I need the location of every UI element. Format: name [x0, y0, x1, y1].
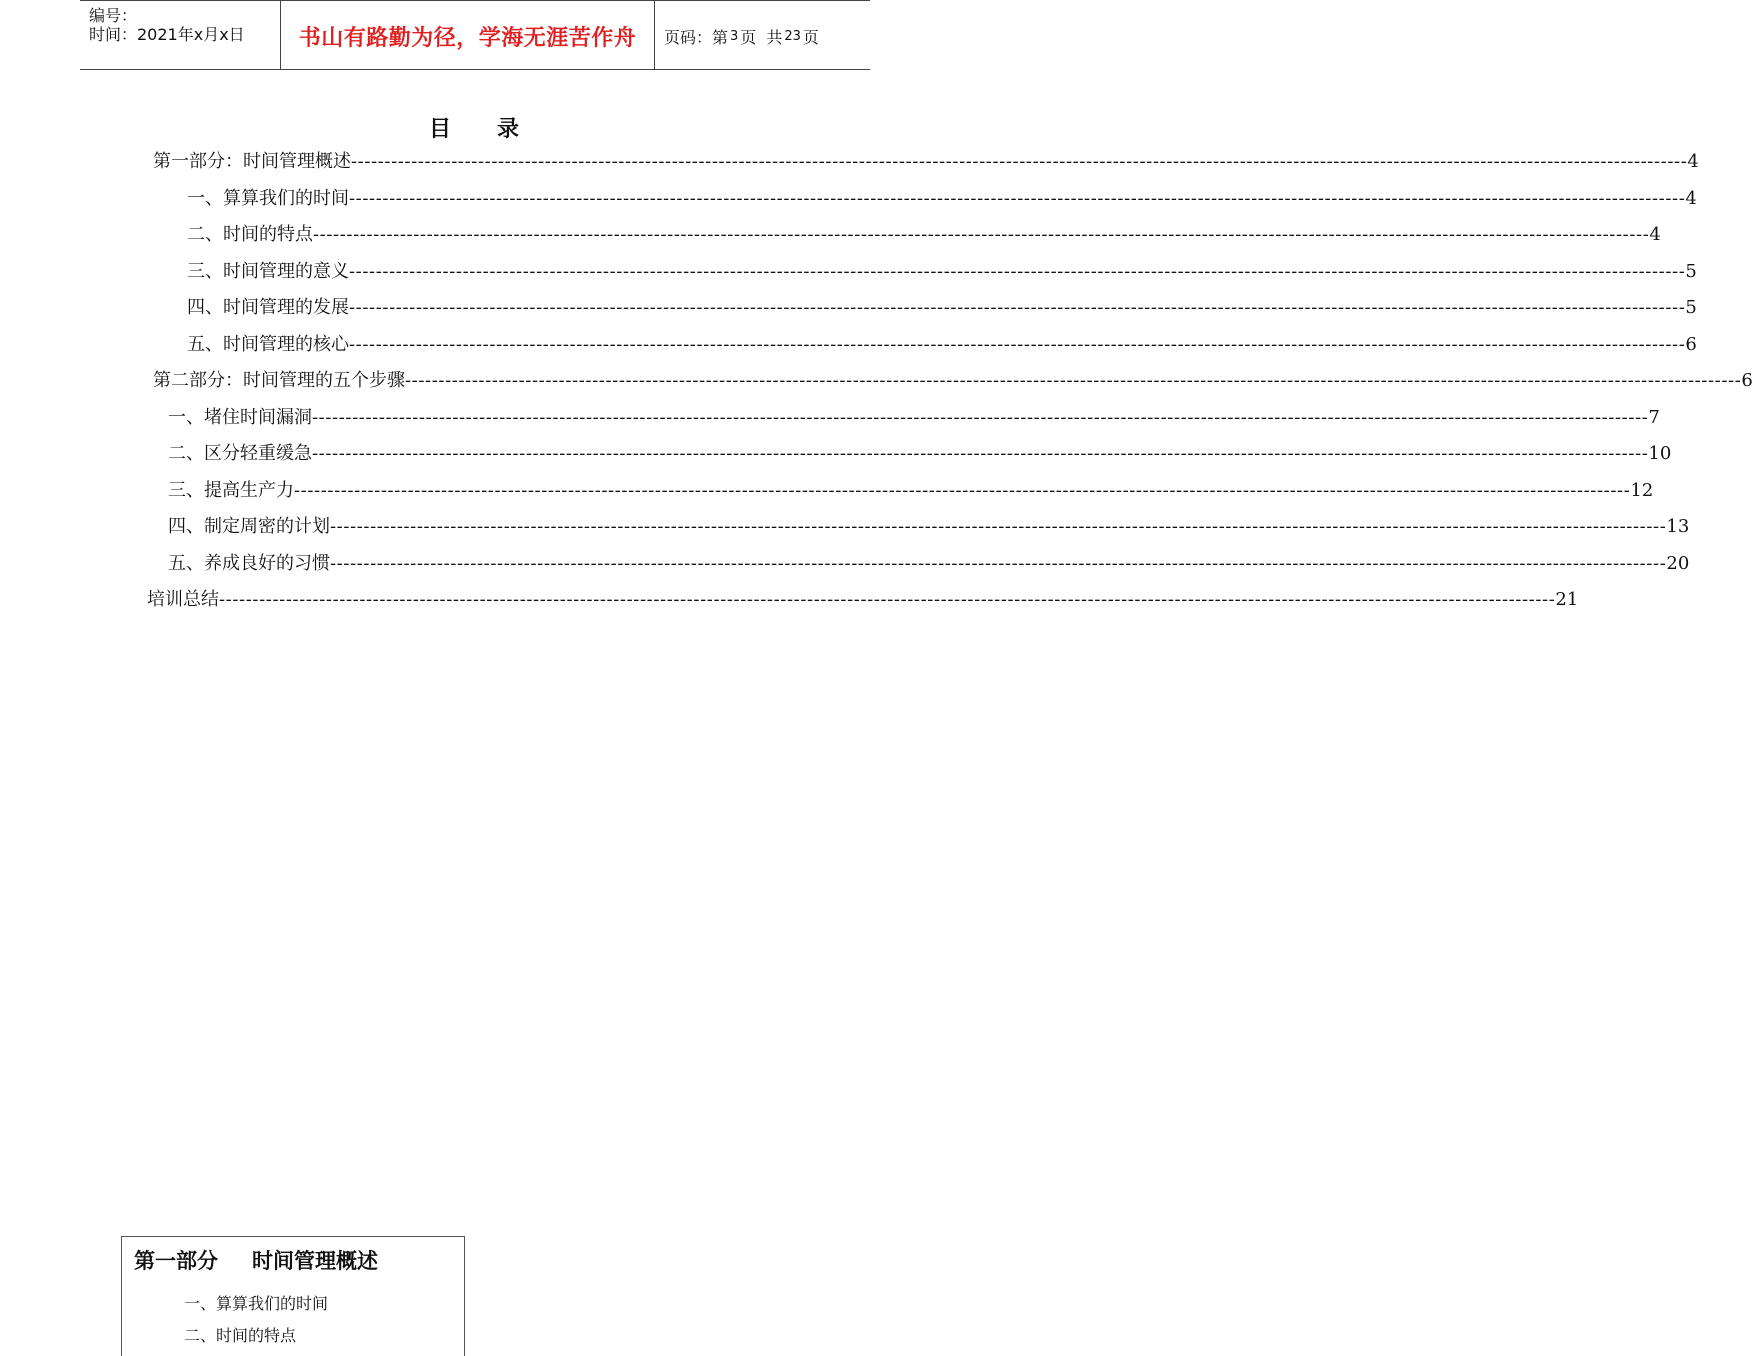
- toc-leader-dots: --------------------------------------------------------------------------------------------------------------------------------------------------------------------------------------------------------: [330, 516, 1667, 537]
- toc-leader-dots: --------------------------------------------------------------------------------------------------------------------------------------------------------------------------------------------------------: [330, 553, 1667, 574]
- toc-entry-page: 6: [1685, 334, 1697, 355]
- header-motto-cell: [281, 0, 655, 69]
- toc-entry-page: 13: [1666, 516, 1690, 537]
- toc-leader-dots: --------------------------------------------------------------------------------------------------------------------------------------------------------------------------------------------------------: [294, 480, 1631, 501]
- toc-entry-text: 三、时间管理的意义: [187, 261, 349, 282]
- toc-entry[interactable]: [168, 405, 1660, 431]
- toc-title: [0, 112, 950, 143]
- toc-entry-text: 一、算算我们的时间: [187, 188, 349, 209]
- toc-entry[interactable]: [153, 368, 1753, 394]
- toc-leader-dots: --------------------------------------------------------------------------------------------------------------------------------------------------------------------------------------------------------: [349, 334, 1686, 355]
- toc-entry-page: 21: [1555, 589, 1579, 610]
- toc-entry-text: 第二部分：时间管理的五个步骤: [153, 370, 405, 391]
- toc-entry-text: 四、制定周密的计划: [168, 516, 330, 537]
- toc-entry-page: 4: [1685, 188, 1697, 209]
- toc-entry-text: 四、时间管理的发展: [187, 297, 349, 318]
- toc-entry-page: 5: [1685, 297, 1697, 318]
- toc-entry[interactable]: [168, 551, 1690, 577]
- page-prefix: 页码：第: [664, 27, 729, 47]
- toc-entry[interactable]: [168, 514, 1690, 540]
- header-meta-cell: [80, 0, 281, 69]
- toc-entry[interactable]: [187, 186, 1697, 212]
- toc-entry-text: 第一部分：时间管理概述: [153, 151, 351, 172]
- toc-entry-page: 10: [1648, 443, 1672, 464]
- section-box: [121, 1236, 465, 1356]
- toc-leader-dots: --------------------------------------------------------------------------------------------------------------------------------------------------------------------------------------------------------: [351, 151, 1688, 172]
- current-page-number: 3: [730, 28, 739, 44]
- toc-leader-dots: --------------------------------------------------------------------------------------------------------------------------------------------------------------------------------------------------------: [312, 407, 1649, 428]
- toc-entry[interactable]: [187, 295, 1697, 321]
- toc-leader-dots: --------------------------------------------------------------------------------------------------------------------------------------------------------------------------------------------------------: [349, 297, 1686, 318]
- toc-leader-dots: --------------------------------------------------------------------------------------------------------------------------------------------------------------------------------------------------------: [312, 443, 1649, 464]
- toc-entry[interactable]: [187, 332, 1697, 358]
- toc-title-right: 录: [497, 117, 522, 142]
- toc-leader-dots: --------------------------------------------------------------------------------------------------------------------------------------------------------------------------------------------------------: [349, 188, 1686, 209]
- document-date-label: 时间：2021年x月x日: [89, 25, 245, 44]
- toc-entry[interactable]: [187, 222, 1661, 248]
- toc-entry-page: 4: [1687, 151, 1699, 172]
- section-item: 二、时间的特点: [184, 1326, 297, 1345]
- toc-entry-page: 12: [1630, 480, 1654, 501]
- toc-entry[interactable]: [168, 478, 1654, 504]
- toc-entry-text: 五、养成良好的习惯: [168, 553, 330, 574]
- toc-leader-dots: --------------------------------------------------------------------------------------------------------------------------------------------------------------------------------------------------------: [219, 589, 1556, 610]
- toc-entry-page: 6: [1741, 370, 1753, 391]
- page-total-prefix: 共: [766, 27, 783, 47]
- toc-entry-text: 培训总结: [147, 589, 219, 610]
- toc-entry-text: 三、提高生产力: [168, 480, 294, 501]
- header-page-cell: [655, 0, 870, 69]
- toc-entry-page: 4: [1649, 224, 1661, 245]
- section-title: 时间管理概述: [252, 1249, 378, 1273]
- toc-entry[interactable]: [153, 149, 1699, 175]
- toc-title-left: 目: [428, 117, 453, 142]
- toc-entry-page: 20: [1666, 553, 1690, 574]
- toc-entry[interactable]: [187, 259, 1697, 285]
- page-mid: 页: [740, 27, 757, 47]
- total-page-number: 23: [784, 28, 801, 44]
- toc-entry-text: 二、区分轻重缓急: [168, 443, 312, 464]
- document-number-label: 编号：: [89, 6, 138, 25]
- toc-entry[interactable]: [168, 441, 1672, 467]
- toc-entry-page: 5: [1685, 261, 1697, 282]
- header-motto: 书山有路勤为径，学海无涯苦作舟: [298, 26, 637, 51]
- toc-leader-dots: --------------------------------------------------------------------------------------------------------------------------------------------------------------------------------------------------------: [405, 370, 1742, 391]
- section-heading: [134, 1245, 378, 1275]
- toc-leader-dots: --------------------------------------------------------------------------------------------------------------------------------------------------------------------------------------------------------: [349, 261, 1686, 282]
- toc-leader-dots: --------------------------------------------------------------------------------------------------------------------------------------------------------------------------------------------------------: [313, 224, 1650, 245]
- toc-entry-text: 二、时间的特点: [187, 224, 313, 245]
- page-header: [80, 0, 870, 70]
- toc-entry-text: 五、时间管理的核心: [187, 334, 349, 355]
- toc-entry-text: 一、堵住时间漏洞: [168, 407, 312, 428]
- toc-entry-page: 7: [1648, 407, 1660, 428]
- section-part-label: 第一部分: [134, 1249, 218, 1273]
- toc-entry[interactable]: [147, 587, 1579, 613]
- section-item: 一、算算我们的时间: [184, 1294, 329, 1313]
- page-suffix: 页: [802, 27, 819, 47]
